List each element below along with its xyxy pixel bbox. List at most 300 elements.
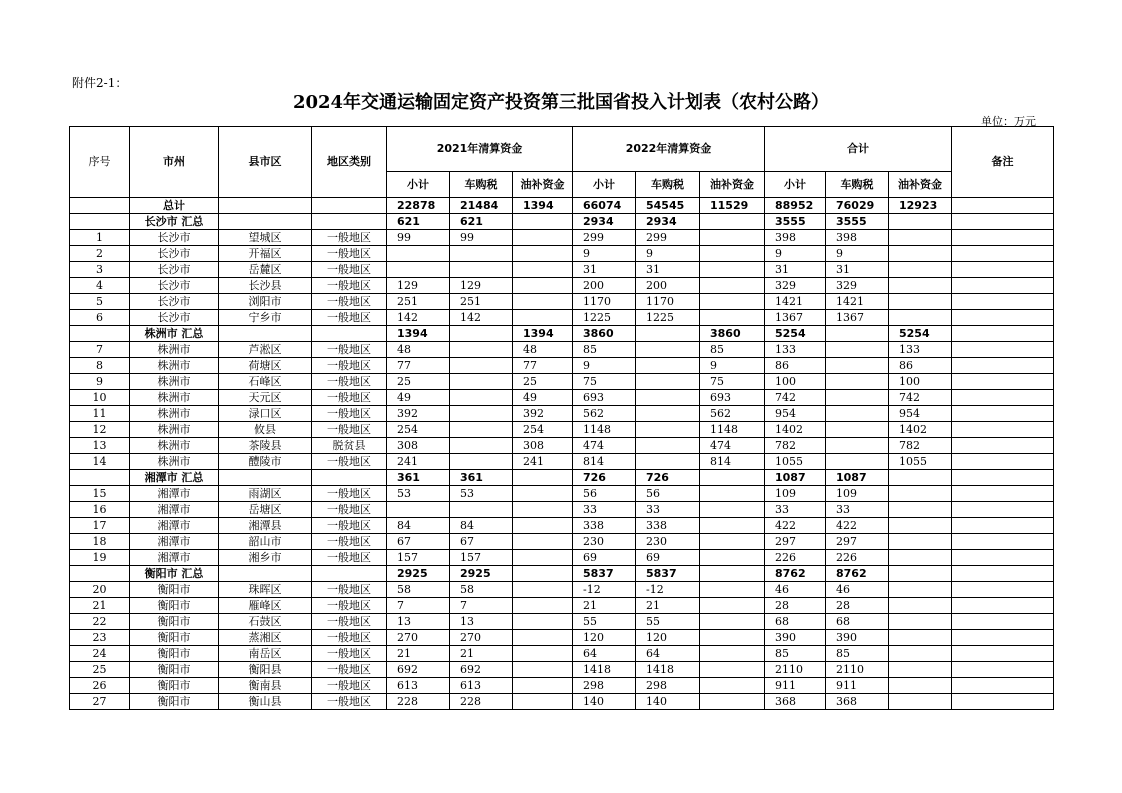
cell-value bbox=[700, 630, 765, 646]
cell-value: 66074 bbox=[573, 198, 636, 214]
cell-county: 珠晖区 bbox=[219, 582, 312, 598]
cell-value: 142 bbox=[387, 310, 450, 326]
cell-value: 157 bbox=[450, 550, 513, 566]
cell-value: 13 bbox=[387, 614, 450, 630]
cell-value: 1367 bbox=[826, 310, 889, 326]
header-remark: 备注 bbox=[952, 127, 1054, 198]
cell-value bbox=[826, 374, 889, 390]
cell-remark bbox=[952, 262, 1054, 278]
cell-value: -12 bbox=[573, 582, 636, 598]
cell-value: 49 bbox=[513, 390, 573, 406]
table-row bbox=[70, 358, 1054, 374]
cell-value: 299 bbox=[573, 230, 636, 246]
cell-value: 1148 bbox=[573, 422, 636, 438]
table-row bbox=[70, 550, 1054, 566]
cell-value: 2110 bbox=[826, 662, 889, 678]
cell-value bbox=[700, 694, 765, 710]
cell-value: 692 bbox=[387, 662, 450, 678]
cell-value: 13 bbox=[450, 614, 513, 630]
cell-value: 1170 bbox=[636, 294, 700, 310]
cell-value bbox=[889, 566, 952, 582]
cell-value bbox=[889, 630, 952, 646]
cell-value: 338 bbox=[636, 518, 700, 534]
cell-value: 3860 bbox=[573, 326, 636, 342]
cell-value: 1421 bbox=[765, 294, 826, 310]
cell-value: 49 bbox=[387, 390, 450, 406]
cell-region: 一般地区 bbox=[312, 486, 387, 502]
cell-value: 726 bbox=[636, 470, 700, 486]
summary-row bbox=[70, 326, 1054, 342]
cell-value: 1055 bbox=[765, 454, 826, 470]
cell-region: 一般地区 bbox=[312, 230, 387, 246]
cell-value: 55 bbox=[573, 614, 636, 630]
cell-value: 67 bbox=[450, 534, 513, 550]
cell-value bbox=[513, 534, 573, 550]
cell-value: 1055 bbox=[889, 454, 952, 470]
header-oil-subsidy-2022: 油补资金 bbox=[700, 172, 765, 198]
cell-county: 韶山市 bbox=[219, 534, 312, 550]
cell-value: 726 bbox=[573, 470, 636, 486]
cell-value: 368 bbox=[765, 694, 826, 710]
cell-region: 一般地区 bbox=[312, 454, 387, 470]
cell-seq: 26 bbox=[70, 678, 130, 694]
cell-value: 54545 bbox=[636, 198, 700, 214]
unit-label: 单位：万元 bbox=[981, 115, 1036, 128]
cell-value bbox=[450, 262, 513, 278]
cell-seq bbox=[70, 214, 130, 230]
cell-value: 1394 bbox=[513, 198, 573, 214]
cell-region: 脱贫县 bbox=[312, 438, 387, 454]
cell-value bbox=[513, 614, 573, 630]
cell-county: 南岳区 bbox=[219, 646, 312, 662]
cell-county: 石鼓区 bbox=[219, 614, 312, 630]
cell-value: 398 bbox=[826, 230, 889, 246]
cell-city: 湘潭市 汇总 bbox=[130, 470, 219, 486]
cell-value: 2925 bbox=[387, 566, 450, 582]
cell-value: 86 bbox=[765, 358, 826, 374]
cell-city: 株洲市 bbox=[130, 342, 219, 358]
cell-value: 2934 bbox=[636, 214, 700, 230]
cell-value: 77 bbox=[387, 358, 450, 374]
cell-value: 422 bbox=[826, 518, 889, 534]
cell-value: 814 bbox=[700, 454, 765, 470]
header-vehicle-tax-2021: 车购税 bbox=[450, 172, 513, 198]
cell-county bbox=[219, 214, 312, 230]
cell-seq: 25 bbox=[70, 662, 130, 678]
cell-value: 85 bbox=[700, 342, 765, 358]
cell-value bbox=[700, 518, 765, 534]
cell-value: 28 bbox=[765, 598, 826, 614]
cell-value: 109 bbox=[826, 486, 889, 502]
cell-value bbox=[889, 294, 952, 310]
cell-region: 一般地区 bbox=[312, 342, 387, 358]
cell-county: 浏阳市 bbox=[219, 294, 312, 310]
cell-value bbox=[826, 438, 889, 454]
cell-value: 68 bbox=[765, 614, 826, 630]
cell-value: 2925 bbox=[450, 566, 513, 582]
table-row bbox=[70, 582, 1054, 598]
table-row bbox=[70, 230, 1054, 246]
cell-seq: 3 bbox=[70, 262, 130, 278]
cell-value: 361 bbox=[450, 470, 513, 486]
cell-remark bbox=[952, 518, 1054, 534]
cell-value: 33 bbox=[826, 502, 889, 518]
summary-row bbox=[70, 470, 1054, 486]
cell-value: 31 bbox=[765, 262, 826, 278]
cell-value: 9 bbox=[636, 246, 700, 262]
cell-seq: 9 bbox=[70, 374, 130, 390]
cell-county: 湘乡市 bbox=[219, 550, 312, 566]
cell-value: 55 bbox=[636, 614, 700, 630]
cell-seq bbox=[70, 198, 130, 214]
cell-region: 一般地区 bbox=[312, 262, 387, 278]
cell-value: 422 bbox=[765, 518, 826, 534]
cell-city: 株洲市 bbox=[130, 422, 219, 438]
table-row bbox=[70, 614, 1054, 630]
cell-value: 230 bbox=[573, 534, 636, 550]
header-vehicle-tax-2022: 车购税 bbox=[636, 172, 700, 198]
cell-county: 湘潭县 bbox=[219, 518, 312, 534]
cell-value bbox=[636, 342, 700, 358]
cell-value: 911 bbox=[826, 678, 889, 694]
cell-value bbox=[700, 678, 765, 694]
cell-value: 562 bbox=[573, 406, 636, 422]
cell-remark bbox=[952, 566, 1054, 582]
cell-value: 398 bbox=[765, 230, 826, 246]
table-row bbox=[70, 630, 1054, 646]
cell-remark bbox=[952, 342, 1054, 358]
cell-value: 140 bbox=[636, 694, 700, 710]
cell-value: 474 bbox=[700, 438, 765, 454]
table-row bbox=[70, 278, 1054, 294]
cell-value: 100 bbox=[765, 374, 826, 390]
cell-city: 长沙市 汇总 bbox=[130, 214, 219, 230]
table-row bbox=[70, 294, 1054, 310]
cell-value: 338 bbox=[573, 518, 636, 534]
cell-value: 22878 bbox=[387, 198, 450, 214]
table-row bbox=[70, 390, 1054, 406]
cell-city: 总计 bbox=[130, 198, 219, 214]
cell-value: 270 bbox=[387, 630, 450, 646]
cell-region: 一般地区 bbox=[312, 518, 387, 534]
header-county: 县市区 bbox=[219, 127, 312, 198]
cell-county: 渌口区 bbox=[219, 406, 312, 422]
cell-value: 48 bbox=[513, 342, 573, 358]
cell-remark bbox=[952, 550, 1054, 566]
cell-value: 693 bbox=[573, 390, 636, 406]
cell-value bbox=[513, 678, 573, 694]
cell-value: 31 bbox=[636, 262, 700, 278]
cell-region: 一般地区 bbox=[312, 310, 387, 326]
cell-value: 64 bbox=[573, 646, 636, 662]
cell-value: 621 bbox=[387, 214, 450, 230]
cell-seq: 4 bbox=[70, 278, 130, 294]
cell-value: 85 bbox=[765, 646, 826, 662]
cell-value: 58 bbox=[387, 582, 450, 598]
cell-county: 雁峰区 bbox=[219, 598, 312, 614]
cell-value bbox=[889, 278, 952, 294]
cell-county: 天元区 bbox=[219, 390, 312, 406]
cell-value: 76029 bbox=[826, 198, 889, 214]
cell-value: 7 bbox=[450, 598, 513, 614]
cell-region: 一般地区 bbox=[312, 614, 387, 630]
cell-value: 298 bbox=[573, 678, 636, 694]
cell-value: 99 bbox=[387, 230, 450, 246]
cell-value bbox=[450, 454, 513, 470]
cell-value: 120 bbox=[636, 630, 700, 646]
cell-seq: 24 bbox=[70, 646, 130, 662]
cell-value: 21 bbox=[450, 646, 513, 662]
cell-region bbox=[312, 566, 387, 582]
cell-value bbox=[889, 214, 952, 230]
cell-value: 31 bbox=[826, 262, 889, 278]
cell-value: 86 bbox=[889, 358, 952, 374]
cell-value: 226 bbox=[765, 550, 826, 566]
cell-value: 392 bbox=[387, 406, 450, 422]
cell-seq: 6 bbox=[70, 310, 130, 326]
header-vehicle-tax-total: 车购税 bbox=[826, 172, 889, 198]
summary-row bbox=[70, 198, 1054, 214]
table-row bbox=[70, 646, 1054, 662]
cell-region: 一般地区 bbox=[312, 294, 387, 310]
cell-value: 251 bbox=[450, 294, 513, 310]
funding-table bbox=[69, 126, 1054, 710]
cell-region: 一般地区 bbox=[312, 246, 387, 262]
cell-value bbox=[700, 662, 765, 678]
cell-value: 297 bbox=[826, 534, 889, 550]
cell-city: 长沙市 bbox=[130, 230, 219, 246]
cell-value bbox=[450, 342, 513, 358]
cell-value bbox=[387, 502, 450, 518]
cell-remark bbox=[952, 246, 1054, 262]
cell-seq: 1 bbox=[70, 230, 130, 246]
cell-county: 茶陵县 bbox=[219, 438, 312, 454]
header-subtotal-2022: 小计 bbox=[573, 172, 636, 198]
table-row bbox=[70, 518, 1054, 534]
cell-value bbox=[700, 214, 765, 230]
cell-region: 一般地区 bbox=[312, 406, 387, 422]
table-row bbox=[70, 502, 1054, 518]
cell-value: 228 bbox=[387, 694, 450, 710]
cell-value: 9 bbox=[765, 246, 826, 262]
cell-value bbox=[513, 694, 573, 710]
cell-city: 衡阳市 bbox=[130, 678, 219, 694]
cell-value bbox=[700, 294, 765, 310]
cell-county bbox=[219, 198, 312, 214]
cell-value: 85 bbox=[573, 342, 636, 358]
cell-value: 142 bbox=[450, 310, 513, 326]
cell-region: 一般地区 bbox=[312, 422, 387, 438]
cell-city: 衡阳市 bbox=[130, 614, 219, 630]
cell-value: 100 bbox=[889, 374, 952, 390]
cell-value bbox=[889, 262, 952, 278]
cell-value: 2110 bbox=[765, 662, 826, 678]
cell-seq: 2 bbox=[70, 246, 130, 262]
table-row bbox=[70, 342, 1054, 358]
table-row bbox=[70, 406, 1054, 422]
header-subtotal-total: 小计 bbox=[765, 172, 826, 198]
cell-city: 衡阳市 bbox=[130, 694, 219, 710]
cell-value bbox=[513, 630, 573, 646]
cell-value bbox=[700, 614, 765, 630]
cell-value: 911 bbox=[765, 678, 826, 694]
cell-city: 衡阳市 bbox=[130, 630, 219, 646]
cell-seq: 12 bbox=[70, 422, 130, 438]
cell-value: 8762 bbox=[765, 566, 826, 582]
cell-seq: 11 bbox=[70, 406, 130, 422]
cell-value bbox=[387, 246, 450, 262]
cell-value: 25 bbox=[387, 374, 450, 390]
table-row bbox=[70, 374, 1054, 390]
cell-value bbox=[700, 230, 765, 246]
cell-value: 12923 bbox=[889, 198, 952, 214]
cell-value: 75 bbox=[700, 374, 765, 390]
cell-value bbox=[450, 374, 513, 390]
cell-county: 望城区 bbox=[219, 230, 312, 246]
cell-value: 99 bbox=[450, 230, 513, 246]
cell-remark bbox=[952, 294, 1054, 310]
cell-value bbox=[513, 518, 573, 534]
cell-value bbox=[450, 246, 513, 262]
table-row bbox=[70, 694, 1054, 710]
cell-value: 613 bbox=[387, 678, 450, 694]
cell-county: 攸县 bbox=[219, 422, 312, 438]
cell-value bbox=[636, 406, 700, 422]
cell-value bbox=[513, 278, 573, 294]
cell-value: 9 bbox=[573, 358, 636, 374]
cell-value: 3555 bbox=[765, 214, 826, 230]
cell-value: 129 bbox=[387, 278, 450, 294]
cell-region: 一般地区 bbox=[312, 646, 387, 662]
cell-value bbox=[889, 310, 952, 326]
cell-seq: 7 bbox=[70, 342, 130, 358]
cell-county bbox=[219, 566, 312, 582]
cell-value: 84 bbox=[387, 518, 450, 534]
cell-value: 241 bbox=[513, 454, 573, 470]
header-city: 市州 bbox=[130, 127, 219, 198]
cell-value bbox=[889, 582, 952, 598]
cell-value: 5837 bbox=[636, 566, 700, 582]
cell-value bbox=[700, 262, 765, 278]
cell-remark bbox=[952, 598, 1054, 614]
cell-city: 湘潭市 bbox=[130, 534, 219, 550]
cell-remark bbox=[952, 406, 1054, 422]
cell-value bbox=[700, 486, 765, 502]
cell-value bbox=[513, 262, 573, 278]
cell-city: 株洲市 bbox=[130, 374, 219, 390]
cell-value bbox=[700, 278, 765, 294]
cell-value: 48 bbox=[387, 342, 450, 358]
cell-seq: 5 bbox=[70, 294, 130, 310]
cell-value: 2934 bbox=[573, 214, 636, 230]
cell-remark bbox=[952, 582, 1054, 598]
cell-value: 1418 bbox=[636, 662, 700, 678]
cell-value bbox=[636, 390, 700, 406]
cell-value: 693 bbox=[700, 390, 765, 406]
attachment-label: 附件2-1： bbox=[72, 76, 128, 90]
cell-value: 1170 bbox=[573, 294, 636, 310]
cell-value: -12 bbox=[636, 582, 700, 598]
cell-value: 270 bbox=[450, 630, 513, 646]
cell-value: 297 bbox=[765, 534, 826, 550]
cell-value: 25 bbox=[513, 374, 573, 390]
cell-value bbox=[450, 502, 513, 518]
cell-value: 1402 bbox=[765, 422, 826, 438]
cell-value: 33 bbox=[573, 502, 636, 518]
cell-value bbox=[513, 230, 573, 246]
cell-remark bbox=[952, 438, 1054, 454]
cell-county: 芦淞区 bbox=[219, 342, 312, 358]
cell-value: 562 bbox=[700, 406, 765, 422]
cell-value: 329 bbox=[765, 278, 826, 294]
header-total: 合计 bbox=[765, 127, 952, 172]
cell-value: 84 bbox=[450, 518, 513, 534]
cell-value: 1421 bbox=[826, 294, 889, 310]
cell-value: 7 bbox=[387, 598, 450, 614]
cell-value bbox=[513, 470, 573, 486]
header-2022: 2022年清算资金 bbox=[573, 127, 765, 172]
cell-remark bbox=[952, 534, 1054, 550]
cell-seq: 16 bbox=[70, 502, 130, 518]
cell-region: 一般地区 bbox=[312, 358, 387, 374]
cell-value bbox=[513, 502, 573, 518]
cell-value: 77 bbox=[513, 358, 573, 374]
cell-county: 醴陵市 bbox=[219, 454, 312, 470]
cell-value bbox=[636, 454, 700, 470]
cell-value bbox=[889, 486, 952, 502]
cell-value: 157 bbox=[387, 550, 450, 566]
cell-value: 200 bbox=[573, 278, 636, 294]
cell-value: 1087 bbox=[765, 470, 826, 486]
cell-county: 衡山县 bbox=[219, 694, 312, 710]
cell-city: 衡阳市 汇总 bbox=[130, 566, 219, 582]
header-oil-subsidy-2021: 油补资金 bbox=[513, 172, 573, 198]
cell-value bbox=[700, 310, 765, 326]
cell-value: 11529 bbox=[700, 198, 765, 214]
cell-value bbox=[826, 326, 889, 342]
cell-value: 251 bbox=[387, 294, 450, 310]
cell-value bbox=[889, 502, 952, 518]
table-body bbox=[70, 198, 1054, 710]
cell-value: 742 bbox=[889, 390, 952, 406]
cell-value bbox=[513, 662, 573, 678]
cell-region bbox=[312, 214, 387, 230]
cell-value bbox=[513, 598, 573, 614]
cell-value bbox=[889, 662, 952, 678]
cell-value: 46 bbox=[826, 582, 889, 598]
cell-county: 岳塘区 bbox=[219, 502, 312, 518]
cell-value: 613 bbox=[450, 678, 513, 694]
cell-city: 长沙市 bbox=[130, 310, 219, 326]
cell-remark bbox=[952, 678, 1054, 694]
table-row bbox=[70, 662, 1054, 678]
cell-region: 一般地区 bbox=[312, 502, 387, 518]
cell-remark bbox=[952, 374, 1054, 390]
cell-value bbox=[700, 550, 765, 566]
cell-value: 254 bbox=[513, 422, 573, 438]
table-row bbox=[70, 246, 1054, 262]
cell-seq: 21 bbox=[70, 598, 130, 614]
cell-value bbox=[700, 598, 765, 614]
cell-value bbox=[450, 438, 513, 454]
cell-value: 133 bbox=[765, 342, 826, 358]
cell-value bbox=[826, 454, 889, 470]
cell-value: 1225 bbox=[573, 310, 636, 326]
cell-region: 一般地区 bbox=[312, 694, 387, 710]
cell-value: 782 bbox=[765, 438, 826, 454]
cell-remark bbox=[952, 486, 1054, 502]
cell-value bbox=[889, 518, 952, 534]
